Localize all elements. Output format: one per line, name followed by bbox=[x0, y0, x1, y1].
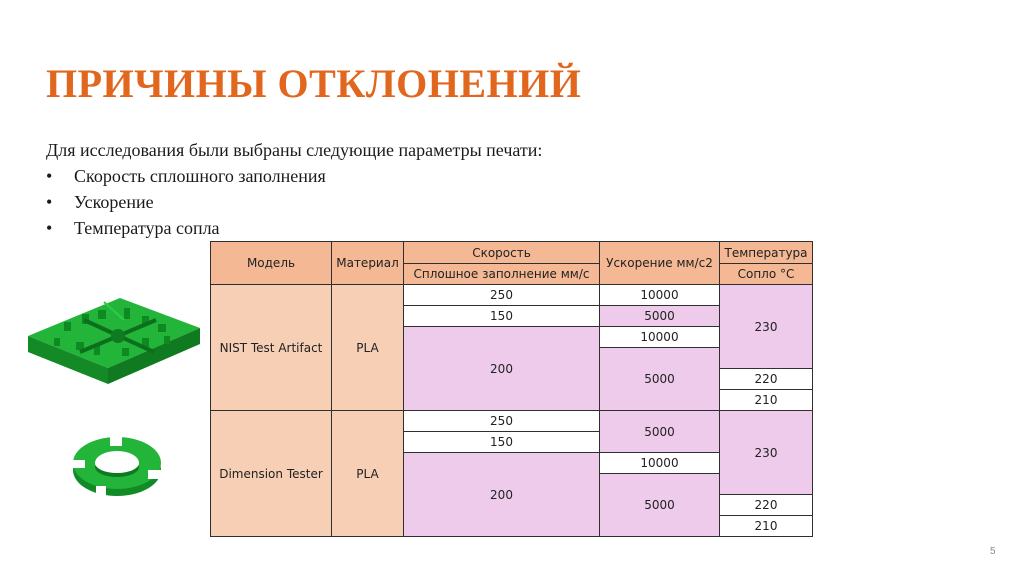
header-temperature: Температура bbox=[720, 242, 813, 264]
model-cell: NIST Test Artifact bbox=[211, 285, 332, 411]
parameters-table bbox=[210, 241, 813, 537]
header-speed: Скорость bbox=[404, 242, 600, 264]
header-speed-sub: Сплошное заполнение мм/с bbox=[404, 264, 600, 285]
list-item bbox=[46, 189, 326, 215]
speed-cell: 250 bbox=[404, 285, 600, 306]
speed-cell: 200 bbox=[404, 327, 600, 411]
list-item-text: Ускорение bbox=[74, 192, 154, 212]
table-row bbox=[211, 285, 813, 306]
accel-cell: 10000 bbox=[600, 453, 720, 474]
list-item-text: Скорость сплошного заполнения bbox=[74, 166, 326, 186]
header-model: Модель bbox=[211, 242, 332, 285]
green-3d-test-plate-icon bbox=[24, 280, 204, 390]
header-material: Материал bbox=[332, 242, 404, 285]
model-cell: Dimension Tester bbox=[211, 411, 332, 537]
accel-cell: 5000 bbox=[600, 474, 720, 537]
list-item bbox=[46, 215, 326, 241]
temp-cell: 210 bbox=[720, 516, 813, 537]
accel-cell: 5000 bbox=[600, 411, 720, 453]
speed-cell: 150 bbox=[404, 432, 600, 453]
header-temperature-sub: Сопло °C bbox=[720, 264, 813, 285]
accel-cell: 5000 bbox=[600, 348, 720, 411]
green-3d-ring-icon bbox=[70, 430, 165, 500]
temp-cell: 210 bbox=[720, 390, 813, 411]
table-row bbox=[211, 411, 813, 432]
bullet-marker: • bbox=[46, 166, 53, 186]
bullet-marker: • bbox=[46, 218, 53, 238]
intro-text: Для исследования были выбраны следующие параметры печати: bbox=[46, 140, 543, 160]
accel-cell: 10000 bbox=[600, 327, 720, 348]
parameter-list bbox=[46, 163, 326, 241]
temp-cell: 230 bbox=[720, 411, 813, 495]
speed-cell: 250 bbox=[404, 411, 600, 432]
list-item-text: Температура сопла bbox=[74, 218, 220, 238]
speed-cell: 200 bbox=[404, 453, 600, 537]
accel-cell: 5000 bbox=[600, 306, 720, 327]
temp-cell: 220 bbox=[720, 495, 813, 516]
material-cell: PLA bbox=[332, 285, 404, 411]
accel-cell: 10000 bbox=[600, 285, 720, 306]
page-number: 5 bbox=[990, 546, 996, 557]
temp-cell: 230 bbox=[720, 285, 813, 369]
header-acceleration: Ускорение мм/с2 bbox=[600, 242, 720, 285]
material-cell: PLA bbox=[332, 411, 404, 537]
slide-title: ПРИЧИНЫ ОТКЛОНЕНИЙ bbox=[46, 61, 582, 106]
speed-cell: 150 bbox=[404, 306, 600, 327]
list-item bbox=[46, 163, 326, 189]
bullet-marker: • bbox=[46, 192, 53, 212]
temp-cell: 220 bbox=[720, 369, 813, 390]
